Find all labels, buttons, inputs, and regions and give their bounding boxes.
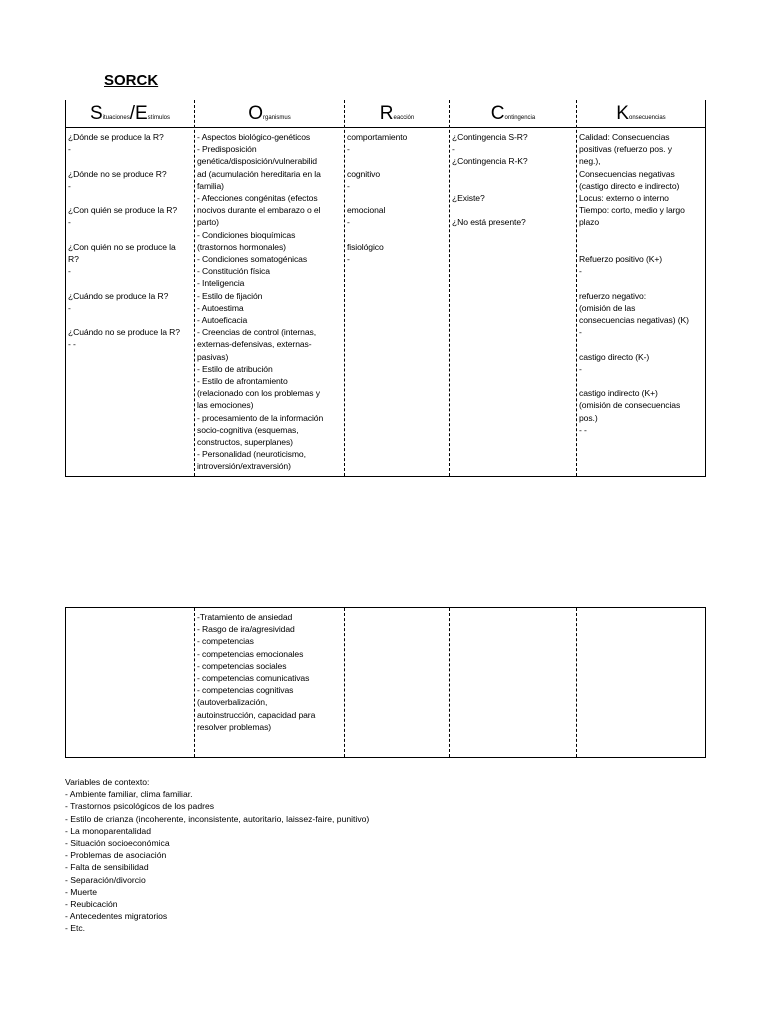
text-line: - -	[68, 339, 76, 350]
column-empty	[66, 608, 194, 757]
column-body	[452, 128, 574, 229]
text-line: - Ambiente familiar, clima familiar.	[65, 789, 193, 800]
text-line: - Falta de sensibilidad	[65, 862, 149, 873]
text-line: positivas (refuerzo pos. y	[579, 144, 672, 155]
text-line: - Situación socioeconómica	[65, 838, 170, 849]
text-line: introversión/extraversión)	[197, 461, 291, 472]
text-line: constructos, superplanes)	[197, 437, 293, 448]
text-line: Tiempo: corto, medio y largo	[579, 205, 685, 216]
spacer	[579, 375, 703, 387]
text-line: parto)	[197, 217, 219, 228]
header-situaciones: Situaciones/Estímulos	[66, 100, 194, 128]
column-empty	[344, 608, 449, 757]
spacer	[579, 338, 703, 350]
text-line: emocional	[347, 205, 386, 216]
text-line: - Creencias de control (internas,	[197, 327, 316, 338]
column-reaccion	[344, 100, 449, 476]
text-line: genética/disposición/vulnerabilid	[197, 156, 317, 167]
text-line: -	[452, 144, 455, 155]
text-line: -	[347, 253, 350, 264]
text-line: - Estilo de fijación	[197, 290, 263, 301]
context-variables	[65, 776, 369, 935]
spacer	[68, 192, 192, 204]
text-line: las emociones)	[197, 400, 254, 411]
text-line: ¿Dónde no se produce R?	[68, 168, 167, 179]
spacer	[347, 229, 447, 241]
spacer	[579, 241, 703, 253]
text-line: -	[347, 180, 350, 191]
text-line: -Tratamiento de ansiedad	[197, 612, 293, 622]
text-line: - Condiciones bioquímicas	[197, 229, 296, 240]
column-konsecuencias	[576, 100, 705, 476]
header-reaccion: Reacción	[345, 100, 449, 128]
text-line: Refuerzo positivo (K+)	[579, 254, 663, 264]
text-line: -	[68, 217, 71, 228]
header-organismus: Organismus	[195, 100, 344, 128]
text-line: (trastornos hormonales)	[197, 241, 286, 252]
text-line: cognitivo	[347, 168, 381, 179]
text-line: - competencias emocionales	[197, 648, 304, 659]
organismus-extra-table	[65, 607, 706, 758]
text-line: ¿Contingencia R-K?	[452, 156, 528, 167]
text-line: - Rasgo de ira/agresividad	[197, 624, 295, 635]
text-line: -	[579, 363, 582, 374]
column-body	[347, 128, 447, 265]
text-line: - Afecciones congénitas (efectos	[197, 193, 318, 204]
text-line: - Predisposición	[197, 144, 257, 155]
text-line: - Etc.	[65, 923, 86, 934]
text-line: ¿Cuándo se produce la R?	[68, 290, 169, 301]
text-line: ¿Con quién se produce la R?	[68, 205, 178, 216]
text-line: fisiológico	[347, 241, 384, 252]
spacer	[68, 229, 192, 241]
spacer	[452, 168, 574, 180]
spacer	[452, 180, 574, 192]
text-line: - Constitución física	[197, 266, 270, 277]
text-line: - Personalidad (neuroticismo,	[197, 449, 306, 460]
text-line: nocivos durante el embarazo o el	[197, 205, 321, 216]
text-line: familia)	[197, 180, 224, 191]
column-empty	[576, 608, 705, 757]
text-line: -	[347, 144, 350, 155]
spacer	[68, 277, 192, 289]
text-line: pos.)	[579, 412, 598, 423]
text-line: - Autoestima	[197, 302, 244, 313]
text-line: ¿Dónde se produce la R?	[68, 132, 164, 142]
text-line: (omisión de consecuencias	[579, 400, 681, 411]
text-line: - Aspectos biológico-genéticos	[197, 132, 311, 142]
text-line: - competencias comunicativas	[197, 673, 310, 684]
text-line: pasivas)	[197, 351, 229, 362]
text-line: ¿Cuándo no se produce la R?	[68, 327, 180, 338]
text-line: - Antecedentes migratorios	[65, 911, 168, 922]
text-line: ¿Con quién no se produce la	[68, 241, 176, 252]
text-line: - Condiciones somatogénicas	[197, 254, 308, 265]
header-contingencia: Contingencia	[450, 100, 576, 128]
text-line: - Problemas de asociación	[65, 850, 167, 861]
spacer	[347, 192, 447, 204]
text-line: -	[68, 266, 71, 277]
text-line: -	[68, 302, 71, 313]
text-line: autoinstrucción, capacidad para	[197, 709, 316, 720]
text-line: - Inteligencia	[197, 278, 245, 289]
text-line: - Estilo de afrontamiento	[197, 376, 288, 387]
spacer	[68, 155, 192, 167]
text-line: - competencias sociales	[197, 660, 287, 671]
column-organismus	[194, 100, 344, 476]
text-line: - procesamiento de la información	[197, 412, 324, 423]
page-title: SORCK	[104, 72, 159, 89]
text-line: -	[68, 180, 71, 191]
text-line: castigo indirecto (K+)	[579, 388, 658, 399]
text-line: ¿No está presente?	[452, 217, 526, 228]
text-line: -	[68, 144, 71, 155]
sorck-table	[65, 100, 706, 477]
column-empty	[449, 608, 576, 757]
text-line: - Autoeficacia	[197, 315, 248, 326]
column-body	[197, 128, 342, 473]
spacer	[579, 229, 703, 241]
column-body	[197, 608, 342, 733]
text-line: - -	[579, 424, 587, 435]
spacer	[347, 155, 447, 167]
text-line: (autoverbalización,	[197, 697, 268, 708]
text-line: ad (acumulación hereditaria en la	[197, 168, 321, 179]
text-line: - Muerte	[65, 886, 97, 897]
text-line: - Separación/divorcio	[65, 874, 146, 885]
text-line: comportamiento	[347, 132, 408, 142]
text-line: Locus: externo o interno	[579, 193, 669, 204]
text-line: Calidad: Consecuencias	[579, 132, 670, 142]
spacer	[579, 277, 703, 289]
spacer	[452, 204, 574, 216]
text-line: - competencias	[197, 636, 254, 647]
text-line: ¿Contingencia S-R?	[452, 132, 528, 142]
text-line: Consecuencias negativas	[579, 168, 675, 179]
text-line: - La monoparentalidad	[65, 825, 151, 836]
text-line: (omisión de las	[579, 302, 636, 313]
text-line: consecuencias negativas) (K)	[579, 315, 689, 325]
column-contingencia	[449, 100, 576, 476]
text-line: -	[579, 266, 582, 277]
column-situaciones	[66, 100, 194, 476]
text-line: ¿Existe?	[452, 192, 485, 203]
text-line: - Trastornos psicológicos de los padres	[65, 801, 215, 812]
text-line: resolver problemas)	[197, 721, 272, 732]
text-line: (castigo directo e indirecto)	[579, 180, 680, 191]
text-line: socio-cognitiva (esquemas,	[197, 424, 299, 435]
text-line: neg.),	[579, 156, 601, 167]
text-line: refuerzo negativo:	[579, 290, 646, 301]
text-line: - competencias cognitivas	[197, 685, 294, 696]
text-line: -	[347, 217, 350, 228]
text-line: -	[579, 327, 582, 338]
column-body	[68, 128, 192, 351]
text-line: externas-defensivas, externas-	[197, 339, 312, 350]
text-line: - Estilo de atribución	[197, 363, 273, 374]
text-line: - Estilo de crianza (incoherente, inconsistente, autoritario, laissez-faire, punitivo)	[65, 813, 370, 824]
text-line: R?	[68, 253, 79, 264]
header-konsecuencias: Konsecuencias	[577, 100, 705, 128]
spacer	[68, 314, 192, 326]
column-organismus	[194, 608, 344, 757]
text-line: plazo	[579, 217, 600, 228]
text-line: - Reubicación	[65, 899, 118, 910]
column-body	[579, 128, 703, 436]
text-line: castigo directo (K-)	[579, 351, 650, 362]
text-line: Variables de contexto:	[65, 777, 150, 787]
text-line: (relacionado con los problemas y	[197, 388, 320, 399]
